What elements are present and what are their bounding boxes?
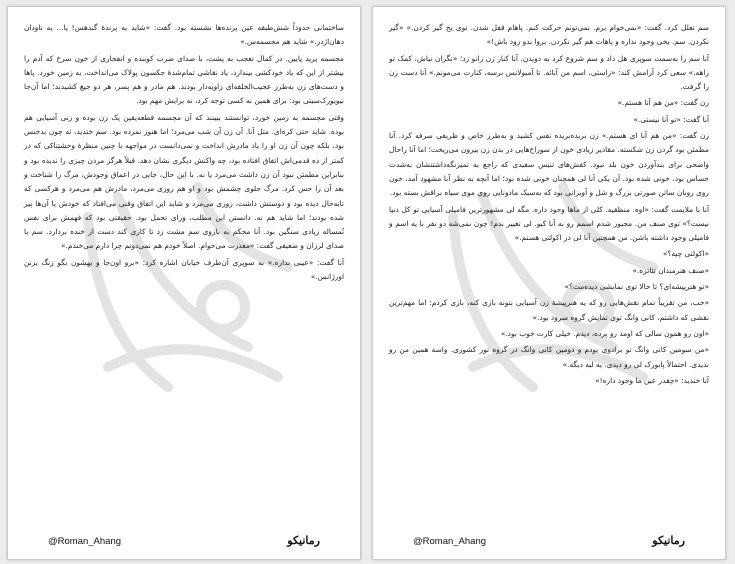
paragraph: «اون رو همون سالی که اومد رو پرده، دیدم. خیلی کارت خوب بود.»: [500, 328, 709, 338]
page-right: [372, 6, 726, 560]
paragraph: آنا گفت: «عیبی نداره.» به سوپری آن‌طرف خیابان اشاره کرد: «برو اون‌جا و بهشون بگو زنگ بزنن اورژانس.»: [24, 257, 344, 282]
paragraph: ساختمانی حدوداً شش‌طبقه عین پرنده‌ها نشسته بود. گفت: «شاید یه پرندهٔ گندهس! یا... یه ناودان دهان‌اژدر.» شاید هم مجسمه‌س.»: [24, 23, 344, 47]
page-text: [389, 21, 709, 390]
paragraph: وقتی مجسمه به زمین خورد، توانستند ببینند که آن مجسمه قطعه‌یقین یک زن بوده و زنی آسیایی هم بوده. شاید حتی کره‌ای. مثل آنا. آن زن آن شب می‌مرد؛ اما هنوز نمرده بود. سم خندید، نه چون بدجنس بود، بلکه چون آن زن او را یاد مادرش انداخت و نمی‌دانست در مواجهه با چنین منظرهٔ وحشتناکی که در کمتر از ده قدمی‌اش اتفاق افتاده بود، چه واکنش دیگری نشان دهد. قبلاً هرگز مردن چیزی را ندیده بود و بنابراین مطمئن نبود آن زن داشت می‌مرد یا نه. با این حال، جایی در اعماق وجودش، مرگ را شناخت و بعد آن را حس کرد. مرگ جلوی چشمش بود و او هم روزی می‌مرد، مادرش هم می‌مرد و هرکسی که تابه‌حال دیده بود و دوستش داشت، روزی می‌مرد و شاید این اتفاق وقتی می‌افتاد که خودش یا آن‌ها پیر شده بودند؛ اما شاید هم نه. دانستن این مطلب، ورای تحمل بود. حقیقتی بود که فهمش برای نفس تُمساله زیادی سنگین بود. آنا محکم به بازوی سم مشت زد تا کاری کند دست از خنده بردارد. سم با صدای لرزان و ضعیفی گفت: «معذرت می‌خوام. اصلاً خودم هم نمی‌دونم چرا دارم می‌خندم.»: [24, 112, 344, 251]
paragraph: «اکولتی چیه؟»: [662, 249, 709, 259]
page-left: [7, 6, 361, 560]
paragraph: مجسمه پرید پایین. در کمال تعجب به پشت، با صدای ضرب کوبنده و انفجاری از خون سرخ که آدم را بیشتر از این که یاد خودکشی بیندازد، یاد نقاشی تمام‌شدهٔ جکسون پولاک می‌انداخت، به زمین خورد. پاها و دست‌های زن به‌طرز عجیب‌الخلقه‌ای زاویه‌دار بودند. هم مادر و هم پسر، هر دو جیغ کشیدند؛ اما آن‌جا نیویورک‌سیتی بود: برای همین نه کسی توجه کرد، نه برایش مهم بود.: [24, 53, 344, 106]
paragraph: آنا با ملایمت گفت: «اوه. منظقیه. کلی از ماها وجود داره. مگه لی مشهورترین فامیلی آسیایی تو کل دنیا نیست؟» توی صنف من. مجبور شدم اسمم رو به آنا کیو. لی تغییر بدم! چون نمی‌شه دو نفر با یه اسم و فامیلی وجود داشته باشن. من همچنین آنا لی در اکولتی هستم.»: [389, 204, 709, 243]
paragraph: «من سومین کانی وانگ تو برادوی بودم و دومین کانی وانگ در گروه تور کشوری. واسه همین من رو ندیدی. احتمالاً پابورک لی رو دیدی. یه لبه دیگه.»: [389, 345, 709, 369]
paragraph: آنا خندید: «چقدر عین ما وجود داره!»: [595, 375, 709, 385]
page-footer: [48, 531, 320, 547]
footer-brand: رمانیکو: [652, 534, 685, 547]
paragraph: «خب، من تقریباً تمام نقش‌هایی رو که یه هنرپیشهٔ زن آسیایی بتونه بازی کنه، بازی کردم: اما مهم‌ترین نقشی که داشتم، کانی وانگ توی نمایش گروه سرود بود.»: [389, 298, 709, 322]
paragraph: آنا گفت: «تو آنا نیستی.»: [633, 114, 709, 124]
footer-handle: @Roman_Ahang: [413, 536, 487, 547]
footer-handle: @Roman_Ahang: [48, 536, 122, 547]
paragraph: «تو هنرپیشه‌ای؟ تا حالا توی نمایشی دیده‌مت؟»: [564, 282, 709, 292]
page-text: [24, 21, 344, 286]
paragraph: آنا سم را به‌سمت سوپری هل داد و سم شروع کرد به دویدن. آنا کنار زن زانو زد؛ «نگران نباش، کمک تو راهه.» سعی کرد آرامش کند: «راستی، اسم من آنائه. تا آمبولانس برسه، کنارت می‌مونم.» آنا دست زن را گرفت.: [389, 53, 709, 92]
page-footer: [413, 531, 685, 547]
paragraph: سم تعلل کرد. گفت: «نمی‌خوام برم. نمی‌تونم حرکت کنم. پاهام قفل شدن. توی یخ گیر کردن.» «گیر نکردن. سم. یخی وجود نداره و پاهات هم گیر نکردن. بروا بدو زود باش!»: [389, 23, 709, 47]
paragraph: زن گفت: «من هم آنا ای هستم.» زن بریده‌بریده نفس کشید و به‌طرز خاص و ظریفی سرفه کرد. آنا مطمئن بود گردن زن شکسته. مقادیر زیادی خون از سوراخ‌هایی در بدن زن بیرون می‌ریخت؛ اما آنا راحال واضحی برای بندآوردن خون بلد نبود. کفش‌های تنیس سفیدی که راجع به تمیزنگه‌داشتنشان به‌شدت حساس بود، خونی شده بود. آن یکی آنا لی همچنان خونی شده بود؛ اما آنچه به نظر آنا مشهود آمد، خون روی روبان ساتن صورتی بزرگ و شل و آویزانی بود که به‌سبک مادونایی روی موی سیاه براقش بسته بود.: [389, 131, 709, 198]
footer-brand: رمانیکو: [287, 534, 320, 547]
paragraph: زن گفت: «من هم آنا هستم.»: [617, 98, 709, 108]
paragraph: «صنف هنرمندان تئاتره.»: [632, 265, 709, 275]
